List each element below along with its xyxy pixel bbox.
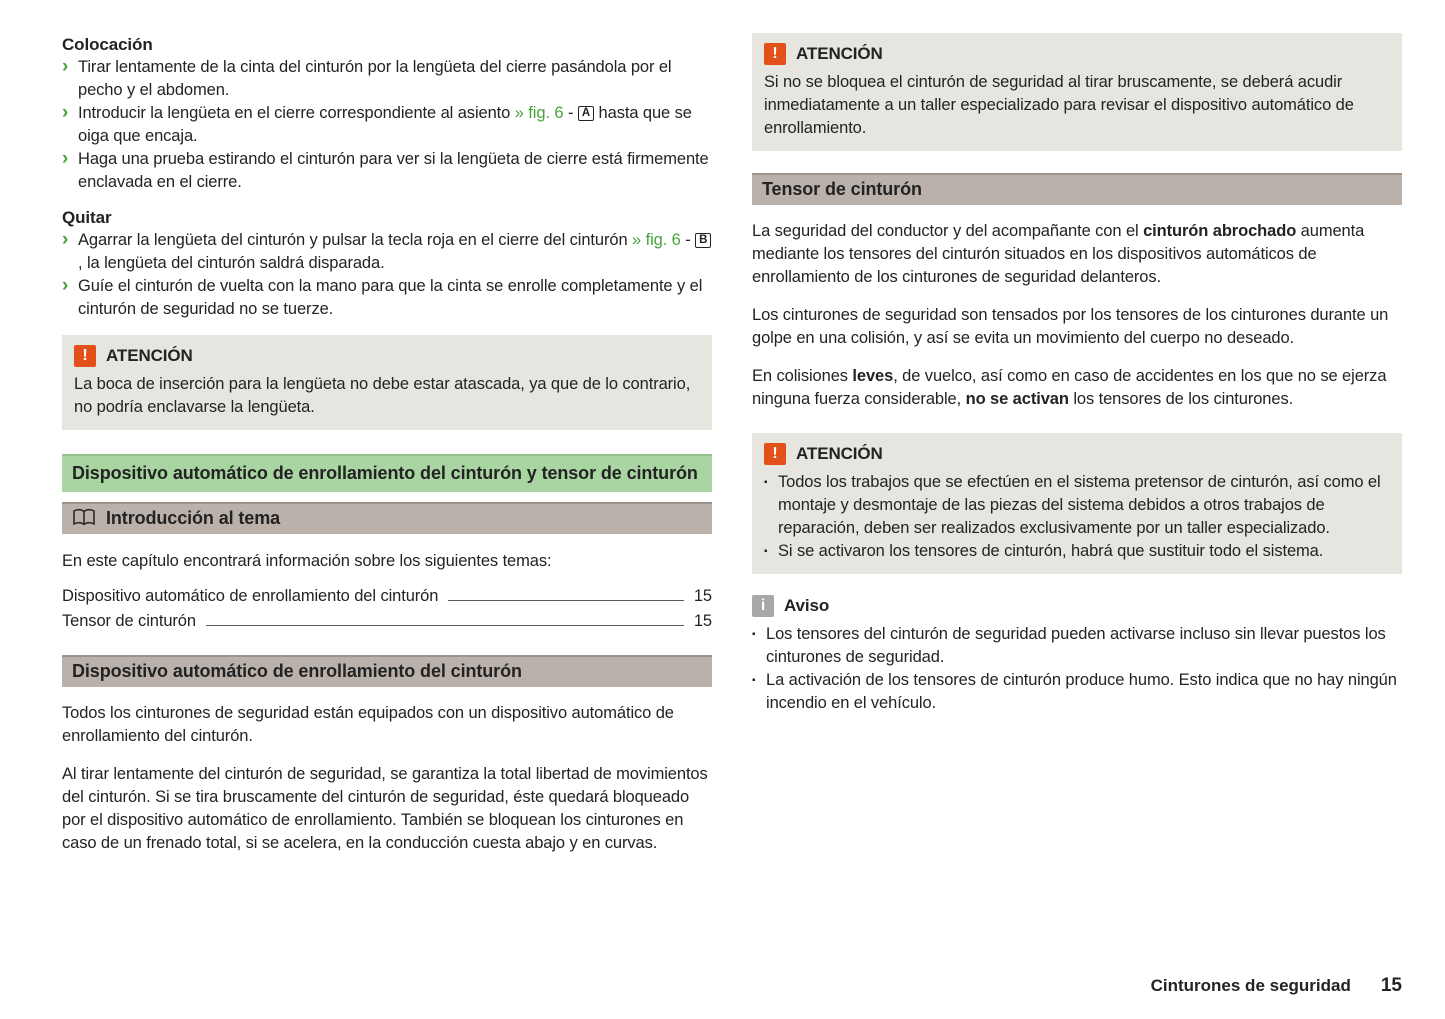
quitar-list bbox=[62, 229, 712, 321]
warn-bullet-text: Si se activaron los tensores de cinturón, habrá que sustituir todo el sistema. bbox=[778, 542, 1324, 560]
list-item-text bbox=[78, 56, 712, 102]
atencion-title: ATENCIÓN bbox=[106, 346, 193, 365]
atencion-title-row bbox=[764, 42, 1390, 65]
footer-chapter-title: Cinturones de seguridad bbox=[1150, 976, 1351, 995]
text-segment: Haga una prueba estirando el cinturón para ver si la lengüeta de cierre está firmemente enclavada en el cierre. bbox=[78, 150, 709, 191]
toc bbox=[62, 585, 712, 635]
text-segment: Los cinturones de seguridad son tensados por los tensores de los cinturones durante un golpe en una colisión, y así se evita un movimiento del cuerpo no deseado. bbox=[752, 306, 1389, 347]
right-column bbox=[752, 33, 1402, 855]
list-item-text bbox=[78, 148, 712, 194]
aviso-bullet-item bbox=[752, 623, 1402, 669]
aviso-title-row bbox=[752, 594, 1402, 617]
atencion-body: Si no se bloquea el cinturón de seguridad al tirar bruscamente, se deberá acudir inmediatamente a un taller especializado para revisar el dispositivo automático de enrollamiento. bbox=[764, 73, 1354, 137]
aviso-bullet-text: La activación de los tensores de cinturón produce humo. Esto indica que no hay ningún incendio en el vehículo. bbox=[766, 671, 1397, 712]
paragraph: Al tirar lentamente del cinturón de seguridad, se garantiza la total libertad de movimientos del cinturón. Si se tira bruscamente del cinturón de seguridad, éste quedará bloqueado por el dispositivo automático de enrollamiento. También se bloquean los cinturones en caso de un frenado total, si se acelera, en la conducción cuesta abajo y en curvas. bbox=[62, 765, 708, 852]
section-header-green: Dispositivo automático de enrollamiento del cinturón y tensor de cinturón bbox=[62, 454, 712, 492]
fig-reference-link[interactable]: » fig. 6 bbox=[632, 231, 681, 249]
list-item bbox=[62, 102, 712, 148]
quitar-heading: Quitar bbox=[62, 208, 112, 227]
warn-bullet-item bbox=[764, 471, 1390, 540]
footer-page-number: 15 bbox=[1380, 975, 1402, 996]
warning-exclamation-icon: ! bbox=[764, 443, 786, 465]
colocacion-heading: Colocación bbox=[62, 35, 153, 54]
toc-entry-label: Tensor de cinturón bbox=[62, 612, 196, 630]
keycap-label: B bbox=[695, 233, 711, 248]
text-segment: Agarrar la lengüeta del cinturón y pulsar la tecla roja en el cierre del cinturón bbox=[78, 231, 633, 249]
atencion-title-row bbox=[74, 344, 700, 367]
text-segment: - bbox=[563, 104, 578, 122]
square-bullet-icon: ▪ bbox=[764, 477, 768, 488]
list-item-text bbox=[78, 229, 712, 275]
paragraph: Todos los cinturones de seguridad están equipados con un dispositivo automático de enrollamiento del cinturón. bbox=[62, 704, 674, 745]
text-segment: En colisiones bbox=[752, 367, 853, 385]
open-book-icon bbox=[72, 508, 96, 528]
fig-reference-link[interactable]: » fig. 6 bbox=[514, 104, 564, 122]
atencion-title: ATENCIÓN bbox=[796, 444, 883, 463]
chevron-bullet-icon: › bbox=[62, 102, 69, 123]
toc-entry[interactable] bbox=[62, 585, 712, 610]
text-segment: Tirar lentamente de la cinta del cinturón por la lengüeta del cierre pasándola por el pecho y el abdomen. bbox=[78, 58, 672, 99]
aviso-note bbox=[752, 594, 1402, 715]
toc-entry[interactable] bbox=[62, 610, 712, 635]
atencion-box bbox=[752, 433, 1402, 574]
chevron-bullet-icon: › bbox=[62, 229, 69, 250]
square-bullet-icon: ▪ bbox=[764, 546, 768, 557]
list-item bbox=[62, 56, 712, 102]
text-segment: aumenta mediante los tensores del cinturón situados en los dispositivos automáticos de enrollamiento de los cinturones de seguridad delanteros. bbox=[752, 222, 1365, 286]
warning-exclamation-icon: ! bbox=[74, 345, 96, 367]
text-segment: Introducir la lengüeta en el cierre correspondiente al asiento bbox=[78, 104, 515, 122]
sub-section-bar bbox=[62, 655, 712, 687]
list-item-text bbox=[78, 275, 712, 321]
atencion-title-row bbox=[764, 442, 1390, 465]
atencion-box bbox=[62, 335, 712, 430]
intro-topic-label: Introducción al tema bbox=[106, 508, 281, 528]
paragraph bbox=[752, 220, 1402, 289]
text-segment: Guíe el cinturón de vuelta con la mano para que la cinta se enrolle completamente y el cinturón de seguridad no se tuerze. bbox=[78, 277, 703, 318]
aviso-bullet-text: Los tensores del cinturón de seguridad pueden activarse incluso sin llevar puestos los cinturones de seguridad. bbox=[766, 625, 1386, 666]
toc-leader-line bbox=[206, 625, 684, 626]
tensor-section-bar bbox=[752, 173, 1402, 205]
sub-section-label: Dispositivo automático de enrollamiento del cinturón bbox=[72, 661, 522, 681]
paragraph bbox=[752, 304, 1402, 350]
chevron-bullet-icon: › bbox=[62, 148, 69, 169]
aviso-bullet-item bbox=[752, 669, 1402, 715]
toc-entry-label: Dispositivo automático de enrollamiento del cinturón bbox=[62, 587, 439, 605]
atencion-body: La boca de inserción para la lengüeta no debe estar atascada, ya que de lo contrario, no podría enclavarse la lengüeta. bbox=[74, 375, 691, 416]
text-segment: La seguridad del conductor y del acompañante con el bbox=[752, 222, 1144, 240]
toc-entry-page: 15 bbox=[693, 587, 712, 605]
text-segment: cinturón abrochado bbox=[1143, 222, 1297, 240]
colocacion-list bbox=[62, 56, 712, 194]
list-item-text bbox=[78, 102, 712, 148]
tensor-section-label: Tensor de cinturón bbox=[762, 179, 922, 199]
text-segment: no se activan bbox=[965, 390, 1069, 408]
info-icon: i bbox=[752, 595, 774, 617]
atencion-title: ATENCIÓN bbox=[796, 44, 883, 63]
text-segment: hasta que se oiga que encaja. bbox=[78, 104, 692, 145]
warn-bullet-text: Todos los trabajos que se efectúen en el sistema pretensor de cinturón, así como el montaje y desmontaje de las piezas del sistema debidos a otros trabajos de reparación, deben ser realizados exclusivamente por un taller especializado. bbox=[778, 473, 1381, 537]
warning-exclamation-icon: ! bbox=[764, 43, 786, 65]
square-bullet-icon: ▪ bbox=[752, 675, 756, 686]
chevron-bullet-icon: › bbox=[62, 275, 69, 296]
square-bullet-icon: ▪ bbox=[752, 629, 756, 640]
list-item bbox=[62, 229, 712, 275]
text-segment: , de vuelco, así como en caso de accidentes en los que no se ejerza ninguna fuerza considerable, bbox=[752, 367, 1387, 408]
intro-text: En este capítulo encontrará información sobre los siguientes temas: bbox=[62, 552, 552, 570]
intro-topic-bar bbox=[62, 502, 712, 534]
warn-bullet-item bbox=[764, 540, 1390, 563]
aviso-title: Aviso bbox=[784, 596, 830, 615]
page-footer bbox=[1151, 975, 1402, 997]
keycap-label: A bbox=[578, 106, 594, 121]
chevron-bullet-icon: › bbox=[62, 56, 69, 77]
text-segment: , la lengüeta del cinturón saldrá disparada. bbox=[78, 254, 385, 272]
paragraph bbox=[752, 365, 1402, 411]
text-segment: leves bbox=[852, 367, 894, 385]
toc-entry-page: 15 bbox=[693, 612, 712, 630]
text-segment: - bbox=[680, 231, 696, 249]
list-item bbox=[62, 148, 712, 194]
toc-leader-line bbox=[448, 600, 684, 601]
list-item bbox=[62, 275, 712, 321]
left-column bbox=[62, 33, 712, 855]
atencion-box bbox=[752, 33, 1402, 151]
text-segment: los tensores de los cinturones. bbox=[1068, 390, 1294, 408]
